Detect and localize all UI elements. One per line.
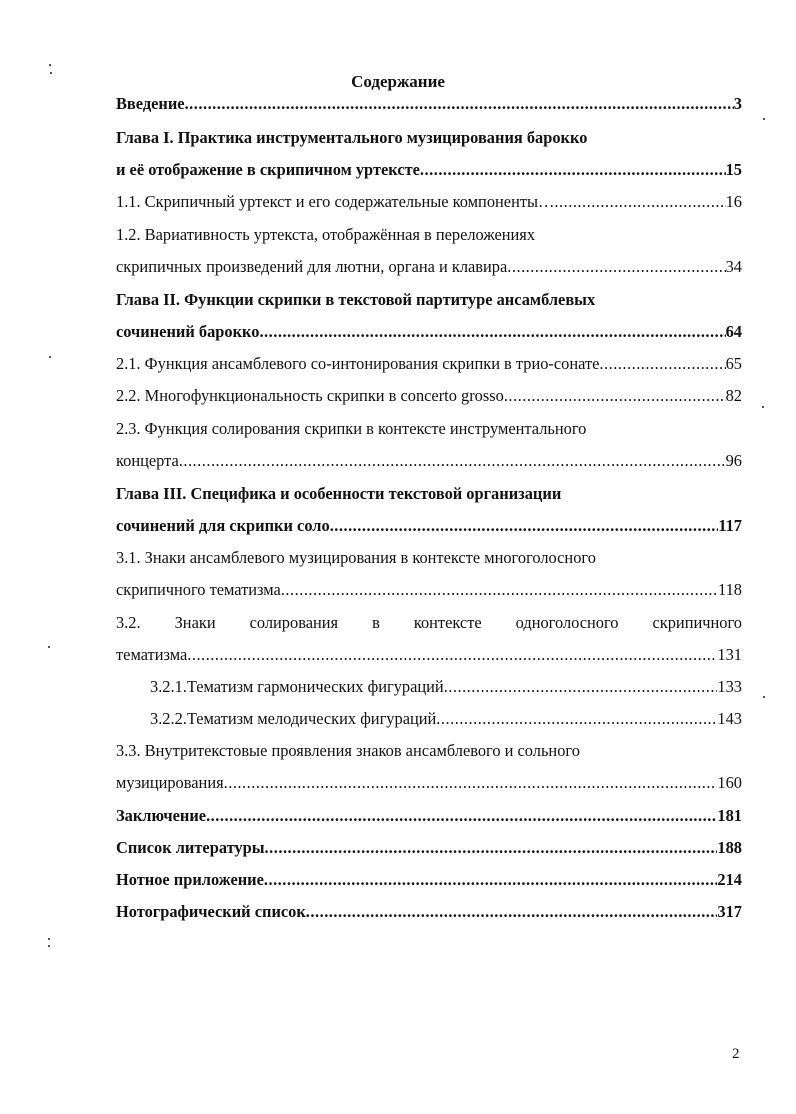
word: контексте xyxy=(413,613,482,632)
dot-leader xyxy=(436,709,717,729)
toc-entry-page: 160 xyxy=(717,773,742,792)
dot-leader xyxy=(187,645,717,665)
word: Знаки xyxy=(174,613,216,632)
toc-entry-1-2[interactable] xyxy=(116,257,742,277)
toc-entry-conclusion[interactable] xyxy=(116,806,742,826)
toc-entry-3-1[interactable] xyxy=(116,580,742,600)
toc-entry-chapter-3[interactable] xyxy=(116,516,742,536)
dot-leader xyxy=(224,773,718,793)
toc-entry-label: Введение xyxy=(116,94,185,113)
toc-entry-chapter-1[interactable] xyxy=(116,160,742,180)
toc-entry-label: сочинений барокко xyxy=(116,322,260,341)
toc-entry-2-3[interactable] xyxy=(116,451,742,471)
word: в xyxy=(372,613,380,632)
toc-entry-3-2[interactable] xyxy=(116,645,742,665)
toc-entry-literature[interactable] xyxy=(116,838,742,858)
toc-entry-label: Заключение xyxy=(116,806,207,825)
scan-mark xyxy=(48,646,50,648)
word: скрипичного xyxy=(652,613,742,632)
scan-mark xyxy=(763,118,765,120)
toc-entry-2-2[interactable] xyxy=(116,386,742,406)
dot-leader xyxy=(206,806,717,826)
toc-entry-label: и её отображение в скрипичном уртексте xyxy=(116,160,420,179)
dot-leader xyxy=(330,516,719,536)
scan-mark xyxy=(49,64,51,66)
toc-entry-intro[interactable] xyxy=(116,94,742,114)
toc-entry-page: 15 xyxy=(725,160,742,179)
scan-mark xyxy=(48,945,50,947)
dot-leader xyxy=(507,257,725,277)
toc-entry-3-2-2[interactable] xyxy=(150,709,742,729)
toc-entry-page: 64 xyxy=(725,322,742,341)
toc-entry-label: 2.1. Функция ансамблевого со-интонирования скрипки в трио-сонате xyxy=(116,354,600,373)
word: солирования xyxy=(249,613,339,632)
toc-entry-label: тематизма xyxy=(116,645,188,664)
toc-entry-page: 117 xyxy=(718,516,742,535)
toc-entry-3-2-1[interactable] xyxy=(150,677,742,697)
toc-entry-label: Нотографический список xyxy=(116,902,306,921)
scan-mark xyxy=(48,938,50,940)
dot-leader xyxy=(259,322,725,342)
toc-3-2-line-1[interactable] xyxy=(116,613,742,633)
scan-mark xyxy=(50,72,52,74)
dot-leader xyxy=(444,677,718,697)
scan-mark xyxy=(49,356,51,358)
scan-mark xyxy=(762,406,764,408)
dot-leader xyxy=(306,902,718,922)
toc-entry-label: Список литературы xyxy=(116,838,265,857)
word: одноголосного xyxy=(515,613,619,632)
dot-leader xyxy=(554,192,725,212)
toc-entry-label: Нотное приложение xyxy=(116,870,264,889)
toc-3-3-line-1[interactable]: 3.3. Внутритекстовые проявления знаков ансамблевого и сольного xyxy=(116,741,580,760)
page-title: Содержание xyxy=(351,72,445,91)
toc-entry-page: 188 xyxy=(717,838,742,857)
toc-entry-label: скрипичных произведений для лютни, органа и клавира xyxy=(116,257,508,276)
toc-3-1-line-1[interactable]: 3.1. Знаки ансамблевого музицирования в контексте многоголосного xyxy=(116,548,596,567)
dot-leader xyxy=(265,838,718,858)
toc-entry-1-1[interactable] xyxy=(116,192,742,212)
toc-entry-page: 131 xyxy=(717,645,742,664)
toc-2-3-line-1[interactable]: 2.3. Функция солирования скрипки в контексте инструментального xyxy=(116,419,587,438)
toc-entry-label: сочинений для скрипки соло xyxy=(116,516,330,535)
toc-1-2-line-1[interactable]: 1.2. Вариативность уртекста, отображённая в переложениях xyxy=(116,225,536,244)
dot-leader xyxy=(281,580,718,600)
dot-leader xyxy=(504,386,726,406)
dot-leader xyxy=(264,870,718,890)
dot-leader xyxy=(599,354,725,374)
toc-entry-page: 34 xyxy=(725,257,742,276)
toc-entry-page: 82 xyxy=(725,386,742,405)
toc-entry-chapter-2[interactable] xyxy=(116,322,742,342)
toc-entry-page: 118 xyxy=(718,580,742,599)
scan-mark xyxy=(763,696,765,698)
toc-entry-page: 65 xyxy=(725,354,742,373)
toc-entry-label: 1.1. Скрипичный уртекст и его содержательные компоненты… xyxy=(116,192,555,211)
dot-leader xyxy=(179,451,726,471)
toc-entry-page: 96 xyxy=(725,451,742,470)
toc-entry-page: 317 xyxy=(717,902,742,921)
toc-chapter-3-line-1[interactable]: Глава III. Специфика и особенности текстовой организации xyxy=(116,484,562,503)
toc-entry-label: 2.2. Многофункциональность скрипки в concerto grosso xyxy=(116,386,504,405)
toc-entry-notography[interactable] xyxy=(116,902,742,922)
toc-entry-page: 181 xyxy=(717,806,742,825)
dot-leader xyxy=(420,160,726,180)
toc-chapter-1-line-1[interactable]: Глава I. Практика инструментального музицирования барокко xyxy=(116,128,588,147)
toc-entry-label: скрипичного тематизма xyxy=(116,580,281,599)
page-number: 2 xyxy=(732,1046,740,1062)
toc-entry-page: 133 xyxy=(717,677,742,696)
word: 3.2. xyxy=(116,613,141,632)
toc-entry-appendix[interactable] xyxy=(116,870,742,890)
toc-entry-label: музицирования xyxy=(116,773,224,792)
toc-entry-page: 3 xyxy=(733,94,742,113)
toc-chapter-2-line-1[interactable]: Глава II. Функции скрипки в текстовой партитуре ансамблевых xyxy=(116,290,596,309)
toc-entry-3-3[interactable] xyxy=(116,773,742,793)
toc-entry-2-1[interactable] xyxy=(116,354,742,374)
toc-entry-label: концерта xyxy=(116,451,179,470)
toc-entry-page: 16 xyxy=(725,192,742,211)
toc-entry-label: 3.2.1.Тематизм гармонических фигураций xyxy=(150,677,444,696)
toc-entry-page: 214 xyxy=(717,870,742,889)
toc-entry-label: 3.2.2.Тематизм мелодических фигураций xyxy=(150,709,437,728)
dot-leader xyxy=(185,94,734,114)
toc-entry-page: 143 xyxy=(717,709,742,728)
